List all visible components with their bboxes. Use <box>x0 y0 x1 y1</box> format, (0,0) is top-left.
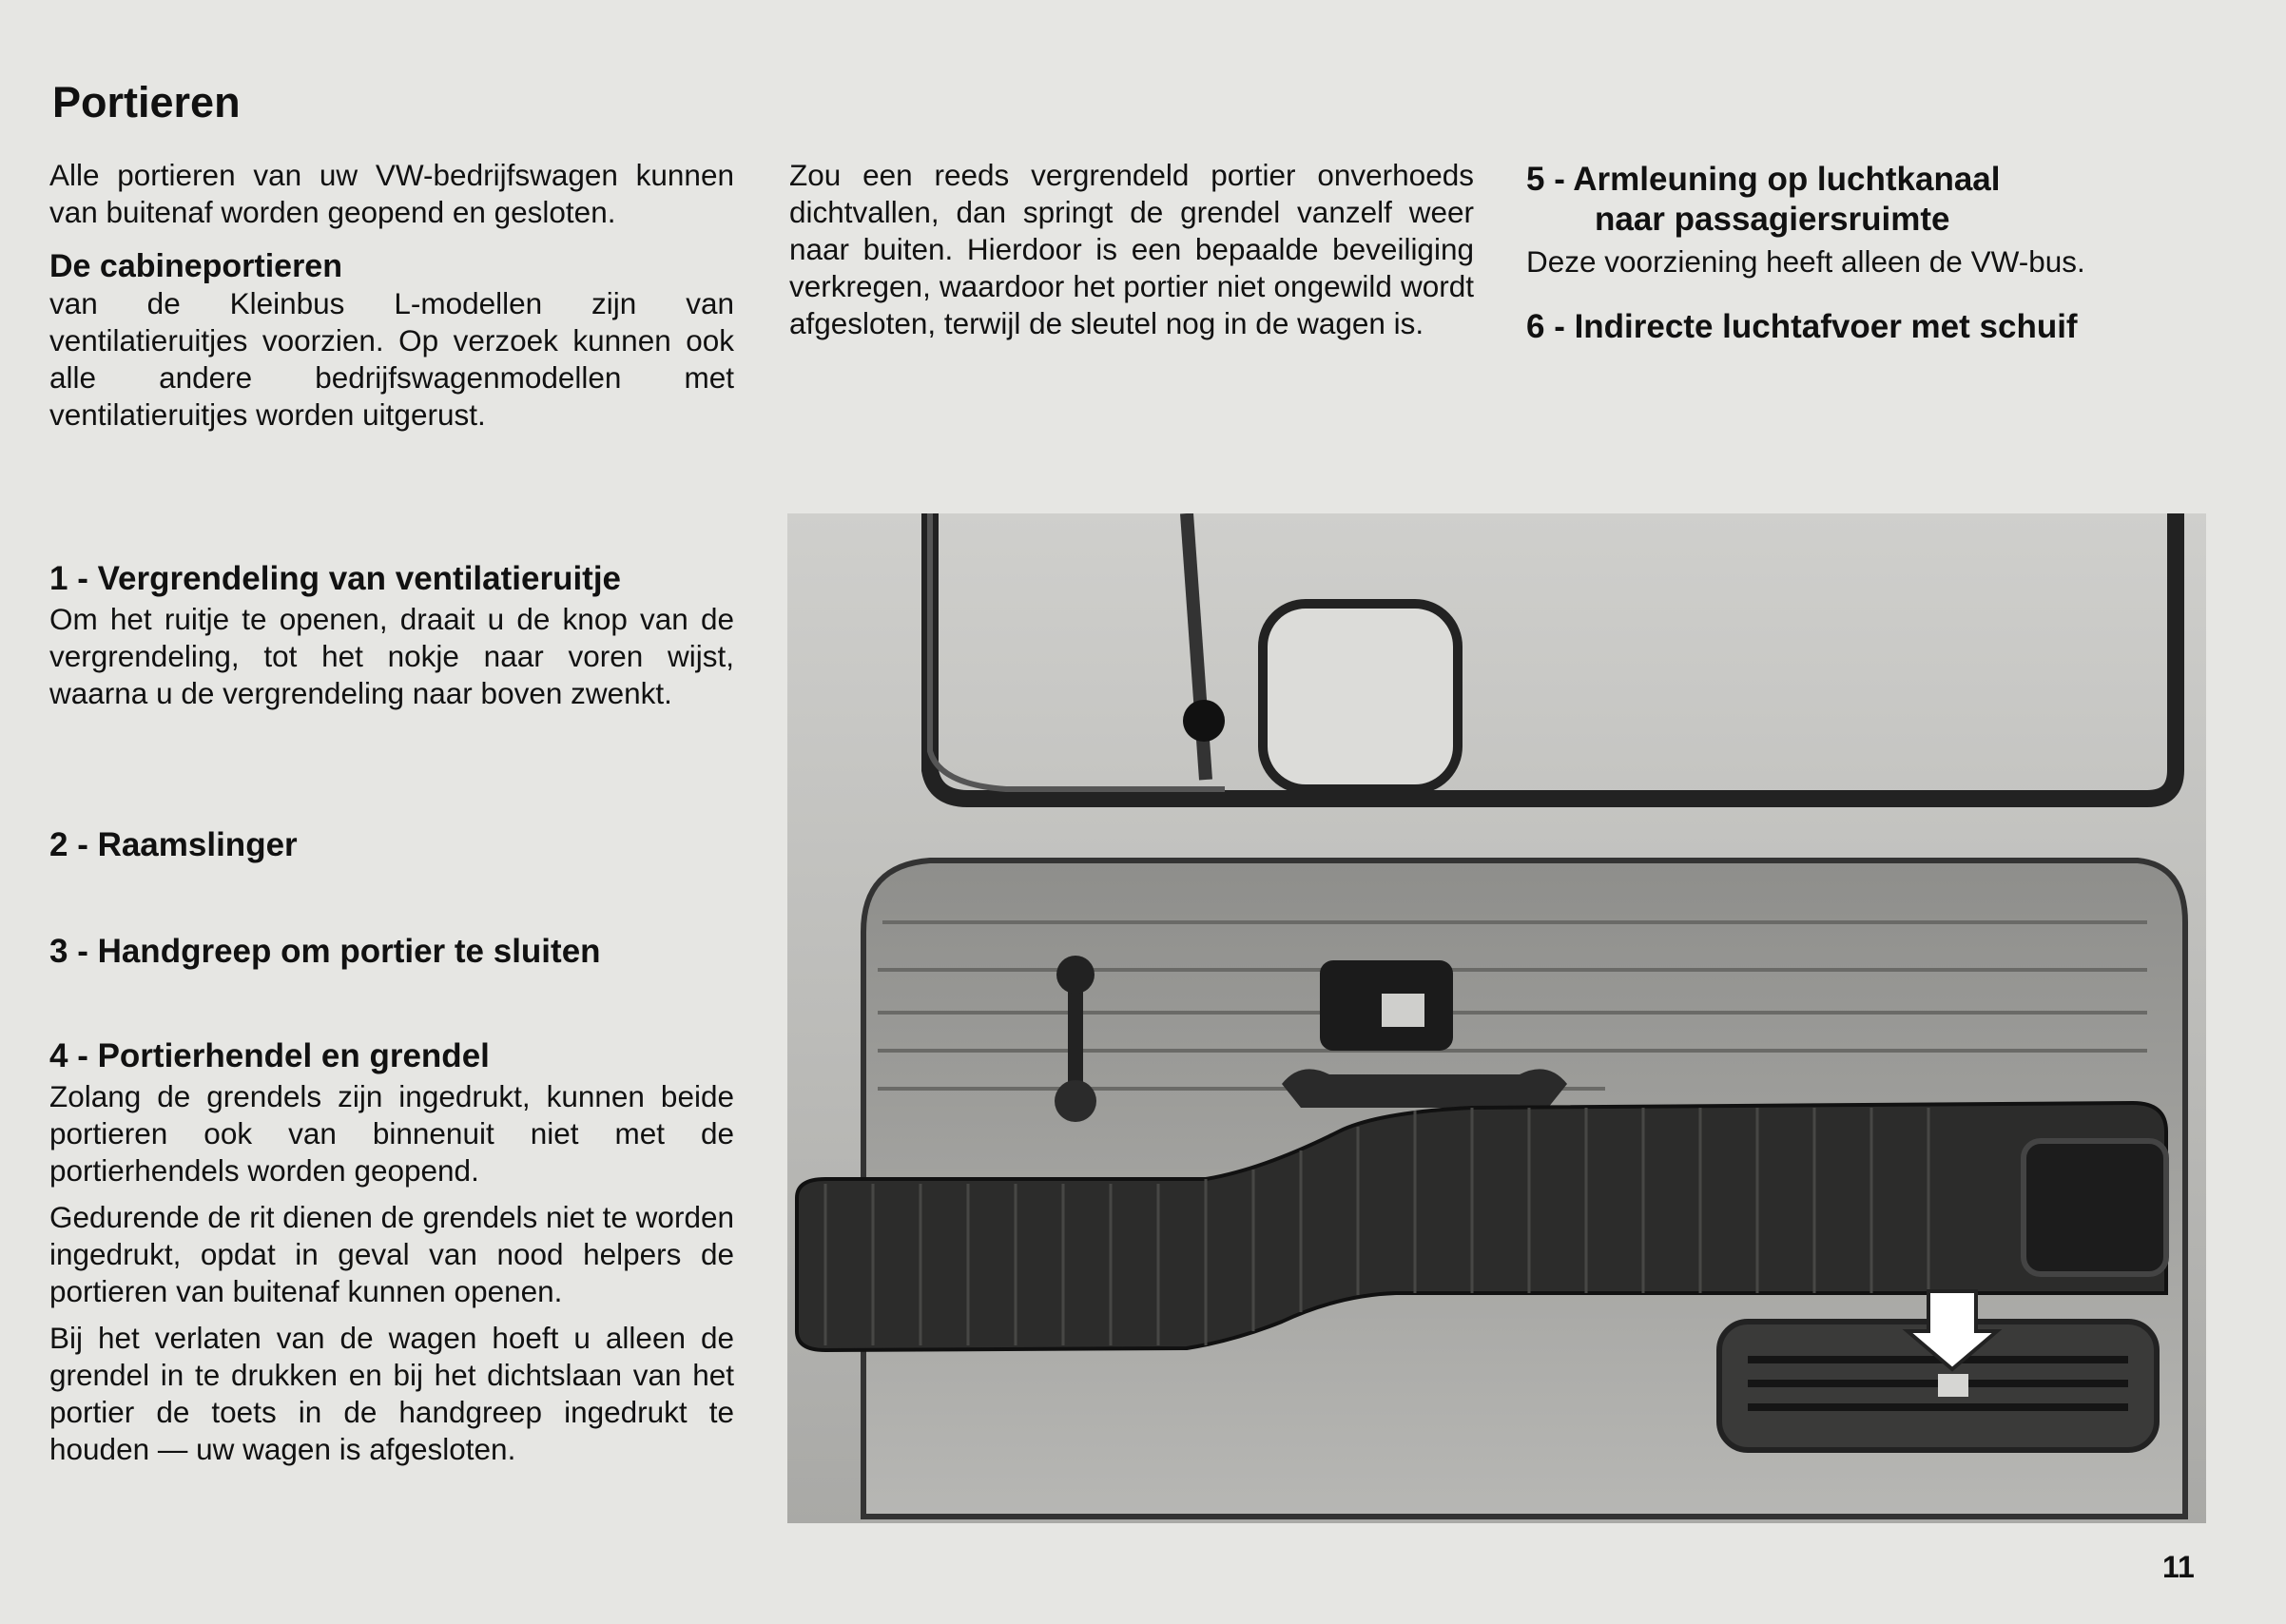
air-duct-opening <box>2024 1141 2166 1274</box>
item-4-text-3: Bij het verlaten van de wagen hoeft u alleen de grendel in te drukken en bij het dichtslaan van het portier de toets in de handgreep ingedrukt te houden — uw wagen is afgesloten. <box>49 1321 734 1466</box>
item-3 <box>49 932 734 974</box>
door-photo <box>787 513 2206 1523</box>
item-4-text-2: Gedurende de rit dienen de grendels niet te worden ingedrukt, opdat in geval van nood helpers de portieren van buitenaf kunnen openen. <box>49 1200 734 1308</box>
mirror <box>1263 604 1458 789</box>
door-lock-button <box>1382 994 1424 1027</box>
column-middle <box>789 157 1474 342</box>
item-1-title: 1 - Vergrendeling van ventilatieruitje <box>49 560 622 597</box>
intro-text: Alle portieren van uw VW-bedrijfswagen kunnen van buitenaf worden geopend en gesloten. <box>49 158 734 229</box>
pull-grip <box>1282 1069 1567 1108</box>
item-5-text: Deze voorziening heeft alleen de VW-bus. <box>1526 244 2085 279</box>
cabin-heading: De cabineportieren <box>49 248 342 284</box>
safety-text: Zou een reeds vergrendeld portier onverhoeds dichtvallen, dan springt de grendel vanzelf weer naar buiten. Hierdoor is een bepaalde beveiliging verkregen, waardoor het portier niet ongewild wordt afgesloten, terwijl de sleutel nog in de wagen is. <box>789 158 1474 340</box>
item-6-title: 6 - Indirecte luchtafvoer met schuif <box>1526 308 2078 345</box>
item-5-title-b: naar passagiersruimte <box>1595 201 1950 238</box>
item-4-text-1: Zolang de grendels zijn ingedrukt, kunnen beide portieren ook van binnenuit niet met de portierhendels worden geopend. <box>49 1079 734 1188</box>
page-title: Portieren <box>52 78 241 126</box>
item-5-title-a: 5 - Armleuning op luchtkanaal <box>1526 161 2001 198</box>
column-left-intro <box>49 157 734 434</box>
item-4-title: 4 - Portierhendel en grendel <box>49 1037 490 1074</box>
crank-hub <box>1056 956 1095 994</box>
page-number: 11 <box>2162 1550 2195 1584</box>
item-1 <box>49 559 734 722</box>
cabin-text: van de Kleinbus L-modellen zijn van ventilatieruitjes voorzien. Op verzoek kunnen ook alle andere bedrijfswagenmodellen met ventilatieruitjes worden uitgerust. <box>49 286 734 432</box>
crank-knob <box>1055 1080 1096 1122</box>
column-right <box>1526 160 2192 347</box>
item-2-title: 2 - Raamslinger <box>49 826 298 863</box>
vent-slider <box>1938 1374 1968 1397</box>
vent-latch-knob <box>1183 700 1225 742</box>
item-3-title: 3 - Handgreep om portier te sluiten <box>49 933 601 970</box>
item-4 <box>49 1036 734 1478</box>
item-2 <box>49 825 734 867</box>
item-1-text: Om het ruitje te openen, draait u de knop van de vergrendeling, tot het nokje naar voren wijst, waarna u de vergrendeling naar boven zwenkt. <box>49 602 734 710</box>
